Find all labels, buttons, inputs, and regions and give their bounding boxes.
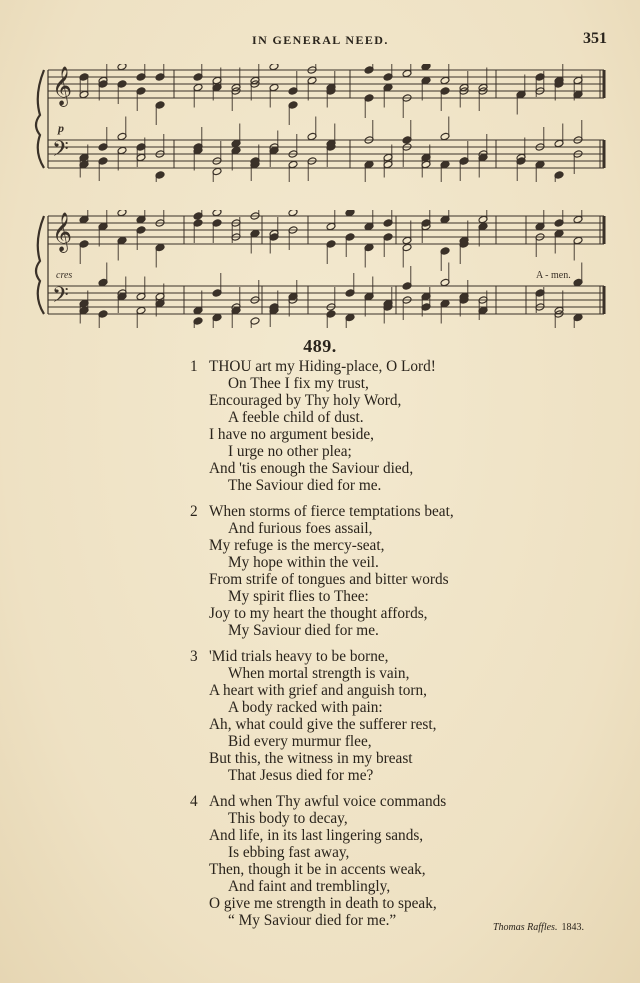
verse-line-text: That Jesus died for me?: [228, 767, 374, 784]
verse-line: [0, 358, 640, 375]
page-header: [0, 30, 640, 50]
verse-line: [0, 682, 640, 699]
verse-line-text: My Saviour died for me.: [228, 622, 379, 639]
verse-line: [0, 426, 640, 443]
treble-clef: 𝄞: [52, 66, 73, 106]
verse-3: [0, 648, 640, 784]
dynamic-mark: p: [58, 121, 64, 135]
verse-line: [0, 588, 640, 605]
verse-number: 1: [190, 358, 198, 375]
music-system-2: [34, 210, 614, 328]
verse-line-text: On Thee I fix my trust,: [228, 375, 369, 392]
verse-line-text: My spirit flies to Thee:: [228, 588, 369, 605]
verse-line: [0, 503, 640, 520]
attribution-author: Thomas Raffles.: [493, 922, 558, 933]
page-number: 351: [583, 30, 607, 47]
verse-line-text: And when Thy awful voice commands: [209, 793, 447, 810]
verse-line: [0, 861, 640, 878]
verse-line-text: Bid every murmur flee,: [228, 733, 372, 750]
verse-line: [0, 443, 640, 460]
verse-line-text: When storms of fierce temptations beat,: [209, 503, 454, 520]
music-system-1: [34, 64, 614, 182]
music-score-system-1: [34, 64, 614, 182]
verse-number: 3: [190, 648, 198, 665]
attribution-year: 1843.: [561, 922, 584, 933]
verse-line: [0, 733, 640, 750]
verse-4: [0, 793, 640, 929]
verse-line: [0, 520, 640, 537]
verse-line: [0, 767, 640, 784]
verse-line-text: A body racked with pain:: [228, 699, 383, 716]
verse-line-text: When mortal strength is vain,: [228, 665, 410, 682]
treble-clef: 𝄞: [52, 212, 73, 252]
verse-line: [0, 895, 640, 912]
verse-line-text: Is ebbing fast away,: [228, 844, 350, 861]
verse-number: 4: [190, 793, 198, 810]
verse-number: 2: [190, 503, 198, 520]
verse-line-text: But this, the witness in my breast: [209, 750, 413, 767]
verse-line: [0, 750, 640, 767]
verse-line: [0, 665, 640, 682]
bass-clef: 𝄢: [52, 137, 69, 167]
verse-line: [0, 477, 640, 494]
brace: [36, 70, 44, 168]
verse-line: [0, 699, 640, 716]
attribution: [493, 922, 584, 933]
brace: [36, 216, 44, 314]
verse-line: [0, 878, 640, 895]
verse-line-text: And faint and tremblingly,: [228, 878, 391, 895]
hymn-verses: [0, 358, 640, 938]
verse-line-text: Ah, what could give the sufferer rest,: [209, 716, 437, 733]
verse-line-text: THOU art my Hiding-place, O Lord!: [209, 358, 436, 375]
music-score-system-2: [34, 210, 614, 328]
verse-line: [0, 460, 640, 477]
verse-line: [0, 810, 640, 827]
verse-line-text: “ My Saviour died for me.”: [228, 912, 397, 929]
verse-line-text: Joy to my heart the thought affords,: [209, 605, 428, 622]
verse-line-text: A heart with grief and anguish torn,: [209, 682, 427, 699]
verse-line: [0, 605, 640, 622]
verse-line: [0, 409, 640, 426]
verse-line: [0, 537, 640, 554]
verse-line-text: The Saviour died for me.: [228, 477, 382, 494]
verse-line-text: My hope within the veil.: [228, 554, 379, 571]
verse-line: [0, 392, 640, 409]
verse-line-text: I urge no other plea;: [228, 443, 352, 460]
verse-line-text: And furious foes assail,: [228, 520, 373, 537]
verse-line-text: Encouraged by Thy holy Word,: [209, 392, 402, 409]
verse-line-text: A feeble child of dust.: [228, 409, 364, 426]
verse-2: [0, 503, 640, 639]
verse-line-text: 'Mid trials heavy to be borne,: [209, 648, 389, 665]
bass-clef: 𝄢: [52, 283, 69, 313]
verse-line: [0, 648, 640, 665]
verse-line: [0, 793, 640, 810]
verse-line: [0, 827, 640, 844]
verse-line-text: Then, though it be in accents weak,: [209, 861, 426, 878]
verse-line: [0, 375, 640, 392]
running-head: IN GENERAL NEED.: [252, 33, 389, 47]
verse-line-text: And life, in its last lingering sands,: [209, 827, 424, 844]
verse-1: [0, 358, 640, 494]
verse-line-text: I have no argument beside,: [209, 426, 374, 443]
crescendo-mark: cres: [56, 270, 73, 281]
verse-line: [0, 571, 640, 588]
verse-line: [0, 554, 640, 571]
verse-line: [0, 622, 640, 639]
verse-line-text: This body to decay,: [228, 810, 348, 827]
verse-line-text: From strife of tongues and bitter words: [209, 571, 449, 588]
verse-line: [0, 716, 640, 733]
verse-line-text: And 'tis enough the Saviour died,: [209, 460, 414, 477]
hymn-number: 489.: [303, 336, 337, 356]
amen-lyric: A - men.: [536, 270, 571, 281]
verse-line: [0, 844, 640, 861]
verse-line-text: My refuge is the mercy-seat,: [209, 537, 385, 554]
verse-line-text: O give me strength in death to speak,: [209, 895, 437, 912]
